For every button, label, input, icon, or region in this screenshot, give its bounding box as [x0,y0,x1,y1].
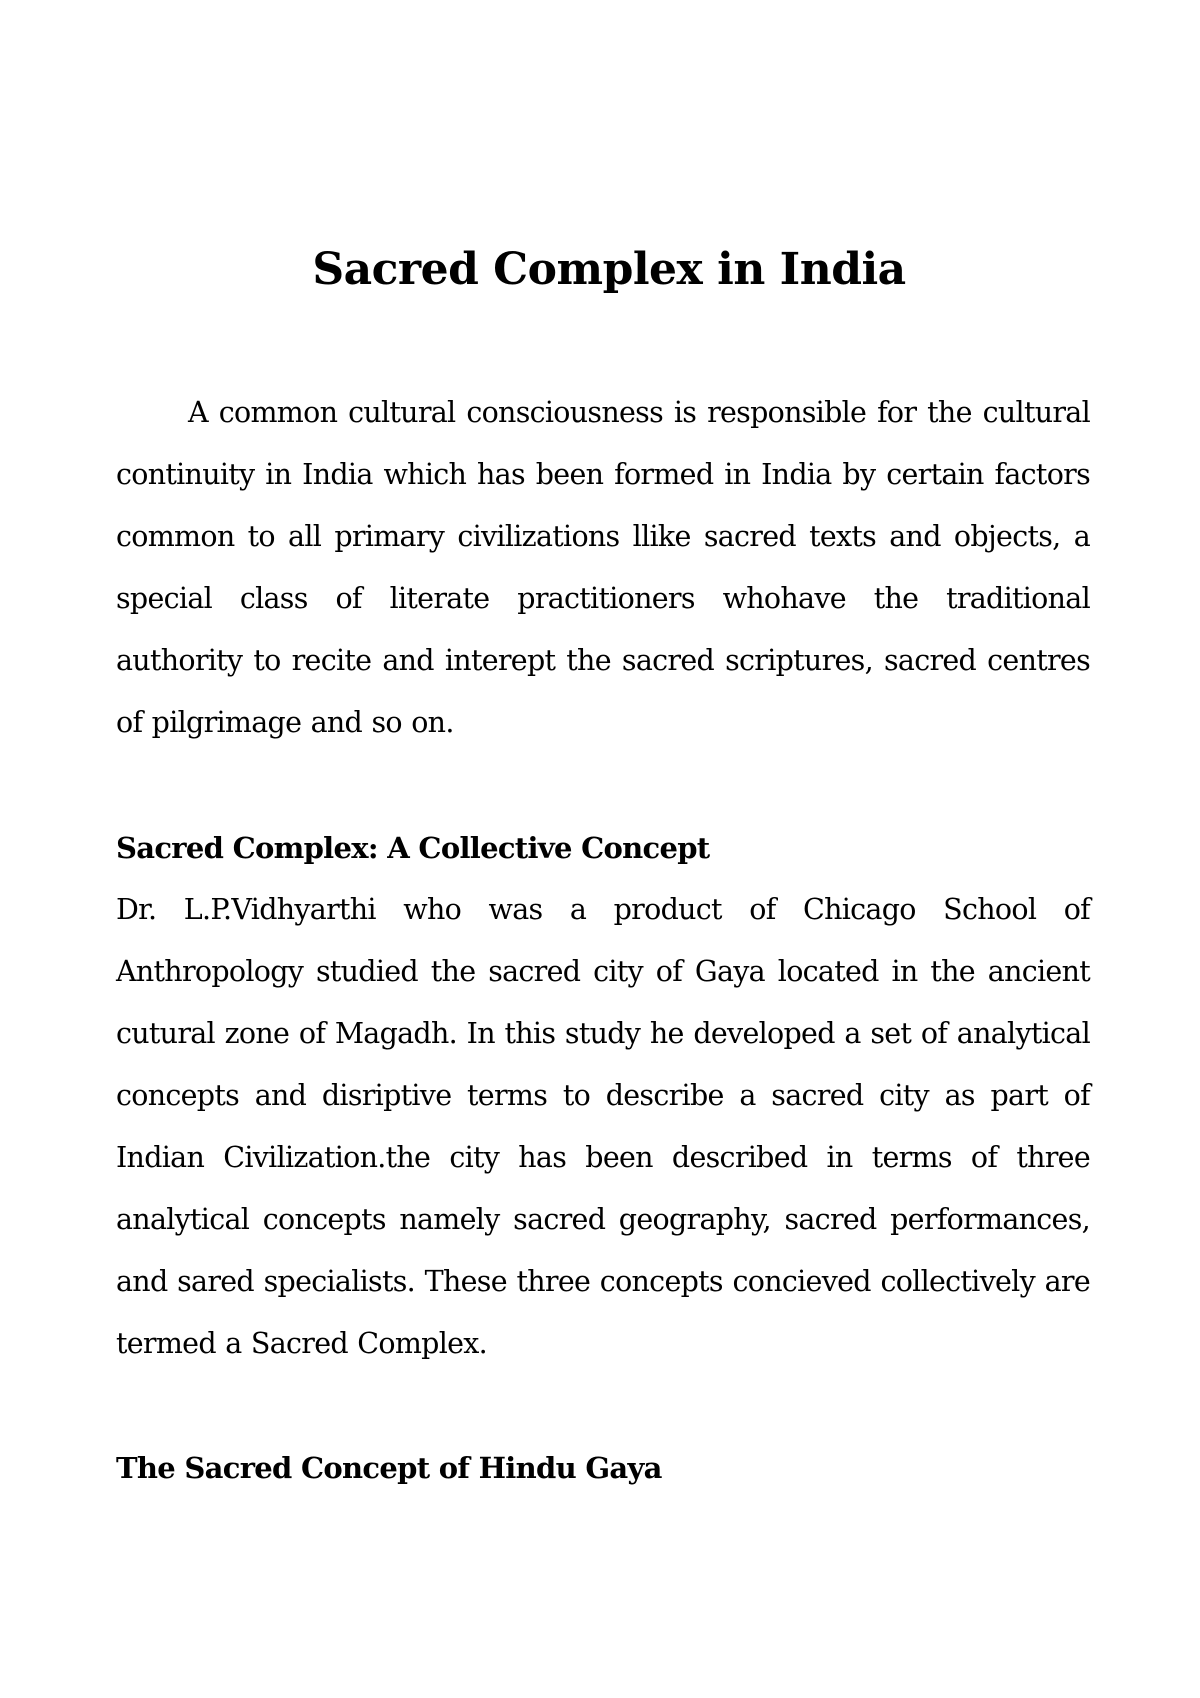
section-body-collective-concept: Dr. L.P.Vidhyarthi who was a product of Chicago School of Anthropology studied the sacred city of Gaya located in the ancient cutural zone of Magadh. In this study he developed a set of analytical concepts and disriptive terms to describe a sacred city as part of Indian Civilization.the city has been described in terms of three analytical concepts namely sacred geography, sacred performances, and sared specialists. These three concepts concieved collectively are termed a Sacred Complex. [116,893,1090,1360]
intro-paragraph: A common cultural consciousness is responsible for the cultural continuity in India which has been formed in India by certain factors common to all primary civilizations llike sacred texts and objects, a special class of literate practitioners whohave the traditional authority to recite and interept the sacred scriptures, sacred centres of pilgrimage and so on. [116,396,1090,739]
section-heading-collective-concept: Sacred Complex: A Collective Concept [116,831,710,865]
section-heading-hindu-gaya: The Sacred Concept of Hindu Gaya [116,1451,662,1485]
document-title: Sacred Complex in India [312,244,906,295]
